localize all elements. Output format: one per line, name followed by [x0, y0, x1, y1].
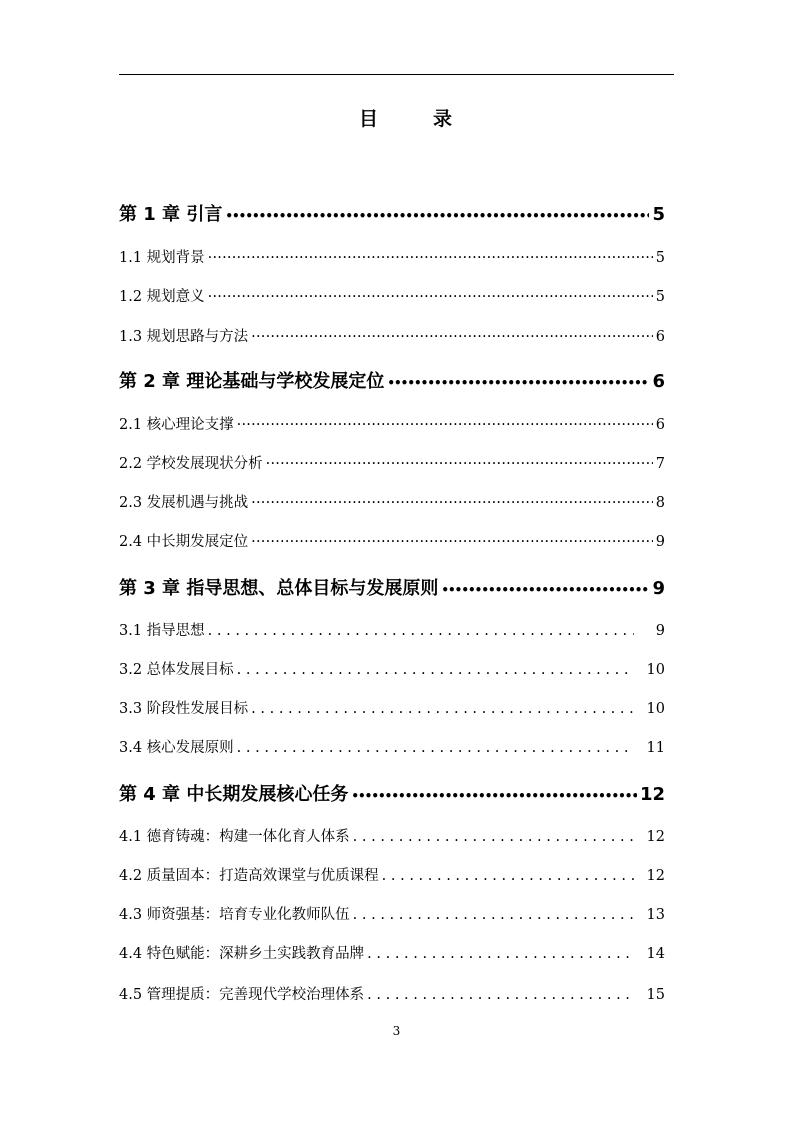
toc-entry-chapter-1[interactable]	[119, 200, 665, 226]
dot-leader	[382, 868, 634, 884]
toc-entry-label: 4.3 师资强基：培育专业化教师队伍	[119, 907, 350, 923]
toc-entry-2-3[interactable]	[119, 491, 665, 512]
toc-entry-1-1[interactable]	[119, 246, 665, 267]
toc-entry-4-2[interactable]	[119, 864, 665, 885]
toc-entry-label: 1.1 规划背景	[119, 250, 205, 266]
toc-entry-page: 12	[646, 868, 665, 884]
dot-leader	[367, 946, 634, 962]
header-rule	[119, 74, 674, 75]
dot-leader	[208, 623, 634, 639]
toc-entry-label: 4.4 特色赋能：深耕乡土实践教育品牌	[119, 946, 365, 962]
dot-leader	[353, 907, 634, 923]
dot-leader	[367, 987, 634, 1003]
dot-leader	[351, 784, 637, 805]
toc-entry-label: 3.1 指导思想	[119, 623, 205, 639]
toc-entry-page: 9	[655, 534, 665, 550]
toc-entry-label: 3.4 核心发展原则	[119, 740, 234, 756]
toc-entry-label: 4.1 德育铸魂：构建一体化育人体系	[119, 829, 350, 845]
dot-leader	[225, 204, 649, 225]
dot-leader	[208, 250, 653, 266]
toc-entry-2-2[interactable]	[119, 452, 665, 473]
toc-entry-1-3[interactable]	[119, 325, 665, 346]
toc-entry-label: 1.3 规划思路与方法	[119, 329, 249, 345]
toc-entry-label: 4.2 质量固本：打造高效课堂与优质课程	[119, 868, 379, 884]
toc-entry-3-4[interactable]	[119, 736, 665, 757]
toc-entry-4-5[interactable]	[119, 983, 665, 1004]
page-number: 3	[392, 1024, 401, 1038]
toc-entry-3-1[interactable]	[119, 619, 665, 640]
toc-entry-page: 15	[646, 987, 665, 1003]
toc-entry-page: 10	[646, 701, 665, 717]
toc-entry-label: 2.2 学校发展现状分析	[119, 456, 263, 472]
toc-entry-label: 2.1 核心理论支撑	[119, 417, 234, 433]
dot-leader	[237, 417, 653, 433]
toc-entry-label: 1.2 规划意义	[119, 289, 205, 305]
dot-leader	[251, 329, 653, 345]
toc-entry-2-1[interactable]	[119, 413, 665, 434]
toc-entry-page: 12	[639, 784, 665, 805]
dot-leader	[237, 662, 634, 678]
toc-entry-page: 14	[646, 946, 665, 962]
dot-leader	[441, 578, 649, 599]
dot-leader	[266, 456, 653, 472]
toc-entry-3-3[interactable]	[119, 697, 665, 718]
toc-entry-4-3[interactable]	[119, 903, 665, 924]
toc-entry-page: 5	[655, 289, 665, 305]
dot-leader	[237, 740, 634, 756]
toc-entry-page: 5	[655, 250, 665, 266]
dot-leader	[251, 495, 653, 511]
dot-leader	[251, 701, 634, 717]
dot-leader	[353, 829, 634, 845]
toc-entry-page: 10	[646, 662, 665, 678]
toc-entry-label: 第 1 章 引言	[119, 204, 223, 225]
toc-entry-page: 6	[652, 371, 665, 392]
toc-entry-chapter-2[interactable]	[119, 367, 665, 393]
toc-entry-chapter-3[interactable]	[119, 574, 665, 600]
toc-entry-page: 6	[655, 417, 665, 433]
toc-entry-chapter-4[interactable]	[119, 780, 665, 806]
dot-leader	[387, 371, 649, 392]
toc-entry-page: 9	[655, 623, 665, 639]
toc-entry-label: 第 4 章 中长期发展核心任务	[119, 784, 349, 805]
toc-entry-page: 11	[646, 740, 665, 756]
toc-entry-label: 第 2 章 理论基础与学校发展定位	[119, 371, 385, 392]
toc-entry-page: 13	[646, 907, 665, 923]
toc-entry-page: 12	[646, 829, 665, 845]
toc-entry-4-4[interactable]	[119, 942, 665, 963]
toc-entry-label: 2.4 中长期发展定位	[119, 534, 249, 550]
toc-entry-page: 8	[655, 495, 665, 511]
toc-entry-label: 第 3 章 指导思想、总体目标与发展原则	[119, 578, 439, 599]
toc-entry-page: 5	[652, 204, 665, 225]
toc-entry-label: 3.2 总体发展目标	[119, 662, 234, 678]
toc-entry-page: 7	[655, 456, 665, 472]
dot-leader	[208, 289, 653, 305]
toc-entry-label: 3.3 阶段性发展目标	[119, 701, 249, 717]
toc-entry-label: 4.5 管理提质：完善现代学校治理体系	[119, 987, 365, 1003]
toc-entry-4-1[interactable]	[119, 825, 665, 846]
toc-title: 目 录	[358, 108, 470, 130]
toc-entry-1-2[interactable]	[119, 285, 665, 306]
toc-entry-label: 2.3 发展机遇与挑战	[119, 495, 249, 511]
toc-entry-page: 9	[652, 578, 665, 599]
dot-leader	[251, 534, 653, 550]
toc-entry-page: 6	[655, 329, 665, 345]
toc-entry-3-2[interactable]	[119, 658, 665, 679]
toc-entry-2-4[interactable]	[119, 530, 665, 551]
